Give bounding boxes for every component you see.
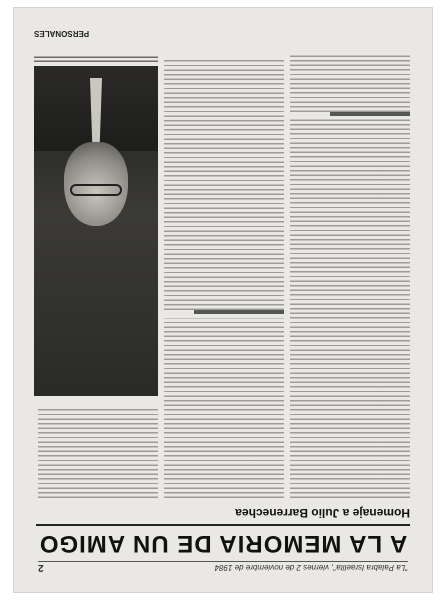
section-heading: Homenaje a Julio Barrenechea bbox=[235, 506, 410, 520]
subhead-marker bbox=[194, 310, 284, 314]
running-header bbox=[38, 561, 408, 574]
text-column-4 bbox=[164, 60, 284, 310]
text-column-3 bbox=[38, 408, 158, 498]
portrait-photo bbox=[34, 66, 158, 396]
section-tag: PERSONALES bbox=[34, 29, 90, 38]
page-number: 2 bbox=[38, 562, 44, 574]
text-column-5 bbox=[290, 52, 410, 112]
publication-line: "La Palabra Israelita", viernes 2 de noviembre de 1984 bbox=[214, 563, 408, 573]
photo-glasses bbox=[70, 184, 122, 196]
newspaper-page-rotated bbox=[14, 8, 432, 592]
subhead-marker bbox=[330, 112, 410, 116]
banner-headline: A LA MEMORIA DE UN AMIGO bbox=[36, 524, 410, 560]
newspaper-sheet bbox=[14, 8, 432, 592]
photo-caption bbox=[34, 54, 158, 62]
text-column-2 bbox=[164, 318, 284, 498]
text-column-1 bbox=[290, 118, 410, 498]
